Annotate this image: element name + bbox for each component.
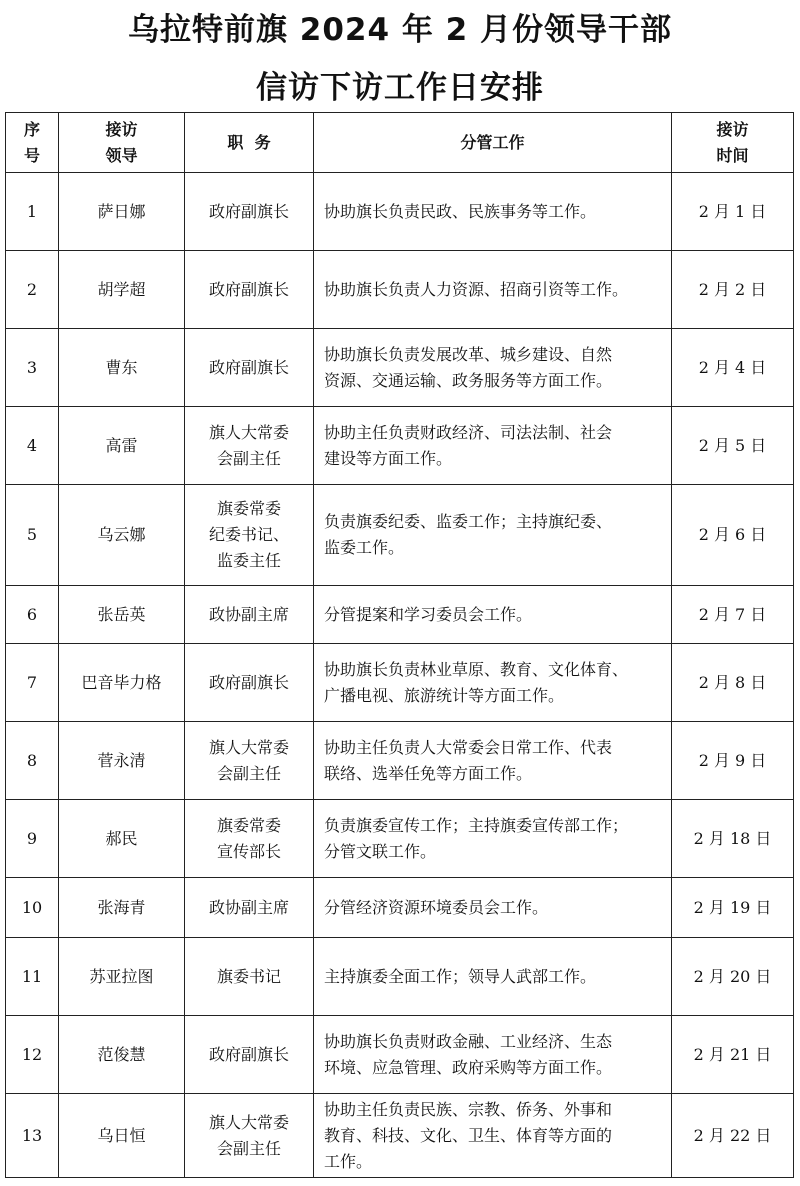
cell-position [185,329,314,407]
duty-line: 主持旗委全面工作；领导人武部工作。 [324,966,597,986]
document-title-line-1: 乌拉特前旗 2024 年 2 月份领导干部 [127,12,673,48]
cell-leader: 张海青 [59,878,185,938]
cell-position [185,1016,314,1094]
cell-duty [314,722,672,800]
cell-seq: 4 [6,407,59,485]
cell-seq: 12 [6,1016,59,1094]
table-row [6,407,794,485]
cell-duty [314,329,672,407]
cell-seq: 5 [6,485,59,586]
header-row [6,113,794,173]
position-line: 旗人大常委 [208,737,289,757]
cell-position [185,878,314,938]
table-row [6,329,794,407]
cell-date: 2 月 9 日 [672,722,794,800]
cell-date: 2 月 22 日 [672,1094,794,1178]
table-row [6,485,794,586]
duty-line: 负责旗委纪委、监委工作；主持旗纪委、 [324,512,613,531]
duty-line: 环境、应急管理、政府采购等方面工作。 [324,1057,613,1077]
cell-duty [314,485,672,586]
position-line: 政府副旗长 [208,357,289,377]
cell-leader: 萨日娜 [59,173,185,251]
header-position: 职 务 [185,113,314,173]
duty-line: 协助主任负责民族、宗教、侨务、外事和 [324,1099,613,1119]
cell-position [185,938,314,1016]
position-line: 政府副旗长 [208,1044,289,1064]
cell-leader: 高雷 [59,407,185,485]
cell-duty [314,407,672,485]
position-line: 旗委常委 [216,815,281,835]
position-line: 旗委书记 [216,966,281,986]
table-row [6,938,794,1016]
cell-leader: 张岳英 [59,586,185,644]
header-date: 接访 时间 [672,113,794,173]
duty-line: 负责旗委宣传工作；主持旗委宣传部工作； [324,815,629,835]
cell-leader: 胡学超 [59,251,185,329]
cell-date: 2 月 2 日 [672,251,794,329]
duty-line: 广播电视、旅游统计等方面工作。 [324,685,565,705]
table-row [6,1094,794,1178]
cell-seq: 8 [6,722,59,800]
table-row [6,722,794,800]
cell-position [185,800,314,878]
position-line: 政府副旗长 [208,672,289,692]
position-line: 纪委书记、 [208,525,289,544]
table-row [6,878,794,938]
cell-position [185,586,314,644]
header-seq: 序 号 [6,113,59,173]
cell-date: 2 月 21 日 [672,1016,794,1094]
cell-date: 2 月 7 日 [672,586,794,644]
cell-date: 2 月 5 日 [672,407,794,485]
position-line: 政协副主席 [208,897,289,917]
cell-leader: 乌云娜 [59,485,185,586]
cell-date: 2 月 1 日 [672,173,794,251]
duty-line: 教育、科技、文化、卫生、体育等方面的 [324,1125,613,1145]
header-duty: 分管工作 [314,113,672,173]
cell-date: 2 月 6 日 [672,485,794,586]
position-line: 旗委常委 [216,499,281,518]
cell-duty [314,1016,672,1094]
cell-position [185,1094,314,1178]
cell-seq: 11 [6,938,59,1016]
duty-line: 资源、交通运输、政务服务等方面工作。 [324,370,613,390]
duty-line: 分管经济资源环境委员会工作。 [324,897,549,917]
cell-seq: 10 [6,878,59,938]
cell-leader: 乌日恒 [59,1094,185,1178]
cell-position [185,485,314,586]
cell-date: 2 月 19 日 [672,878,794,938]
cell-seq: 6 [6,586,59,644]
cell-seq: 13 [6,1094,59,1178]
cell-leader: 巴音毕力格 [59,644,185,722]
table-row [6,586,794,644]
cell-duty [314,251,672,329]
duty-line: 分管提案和学习委员会工作。 [324,604,533,624]
position-line: 会副主任 [216,763,281,783]
cell-date: 2 月 20 日 [672,938,794,1016]
cell-seq: 1 [6,173,59,251]
table-row [6,251,794,329]
cell-seq: 3 [6,329,59,407]
cell-leader: 菅永清 [59,722,185,800]
duty-line: 协助旗长负责人力资源、招商引资等工作。 [324,279,629,299]
cell-duty [314,800,672,878]
duty-line: 协助旗长负责林业草原、教育、文化体育、 [324,659,629,679]
cell-date: 2 月 8 日 [672,644,794,722]
cell-position [185,722,314,800]
position-line: 政府副旗长 [208,279,289,299]
cell-duty [314,644,672,722]
cell-leader: 郝民 [59,800,185,878]
duty-line: 协助主任负责财政经济、司法法制、社会 [324,422,613,442]
cell-duty [314,173,672,251]
cell-leader: 苏亚拉图 [59,938,185,1016]
document-title-line-2: 信访下访工作日安排 [256,70,544,106]
duty-line: 协助旗长负责发展改革、城乡建设、自然 [324,344,613,364]
table-row [6,1016,794,1094]
cell-seq: 2 [6,251,59,329]
cell-position [185,407,314,485]
duty-line: 分管文联工作。 [324,841,437,861]
schedule-table [5,112,794,1178]
cell-duty [314,1094,672,1178]
table-row [6,173,794,251]
cell-leader: 曹东 [59,329,185,407]
position-line: 政府副旗长 [208,201,289,221]
position-line: 监委主任 [216,551,281,570]
cell-position [185,644,314,722]
position-line: 宣传部长 [216,841,281,861]
duty-line: 工作。 [324,1151,373,1171]
header-leader: 接访 领导 [59,113,185,173]
cell-duty [314,938,672,1016]
table-row [6,800,794,878]
duty-line: 监委工作。 [324,538,405,557]
position-line: 会副主任 [216,1138,281,1158]
position-line: 旗人大常委 [208,1112,289,1132]
duty-line: 协助主任负责人大常委会日常工作、代表 [324,737,613,757]
duty-line: 联络、选举任免等方面工作。 [324,763,533,783]
cell-duty [314,878,672,938]
cell-seq: 9 [6,800,59,878]
cell-duty [314,586,672,644]
cell-date: 2 月 4 日 [672,329,794,407]
position-line: 旗人大常委 [208,422,289,442]
cell-seq: 7 [6,644,59,722]
cell-position [185,173,314,251]
duty-line: 建设等方面工作。 [324,448,453,468]
position-line: 政协副主席 [208,604,289,624]
duty-line: 协助旗长负责财政金融、工业经济、生态 [324,1031,613,1051]
duty-line: 协助旗长负责民政、民族事务等工作。 [324,201,597,221]
position-line: 会副主任 [216,448,281,468]
cell-date: 2 月 18 日 [672,800,794,878]
table-row [6,644,794,722]
cell-leader: 范俊慧 [59,1016,185,1094]
cell-position [185,251,314,329]
